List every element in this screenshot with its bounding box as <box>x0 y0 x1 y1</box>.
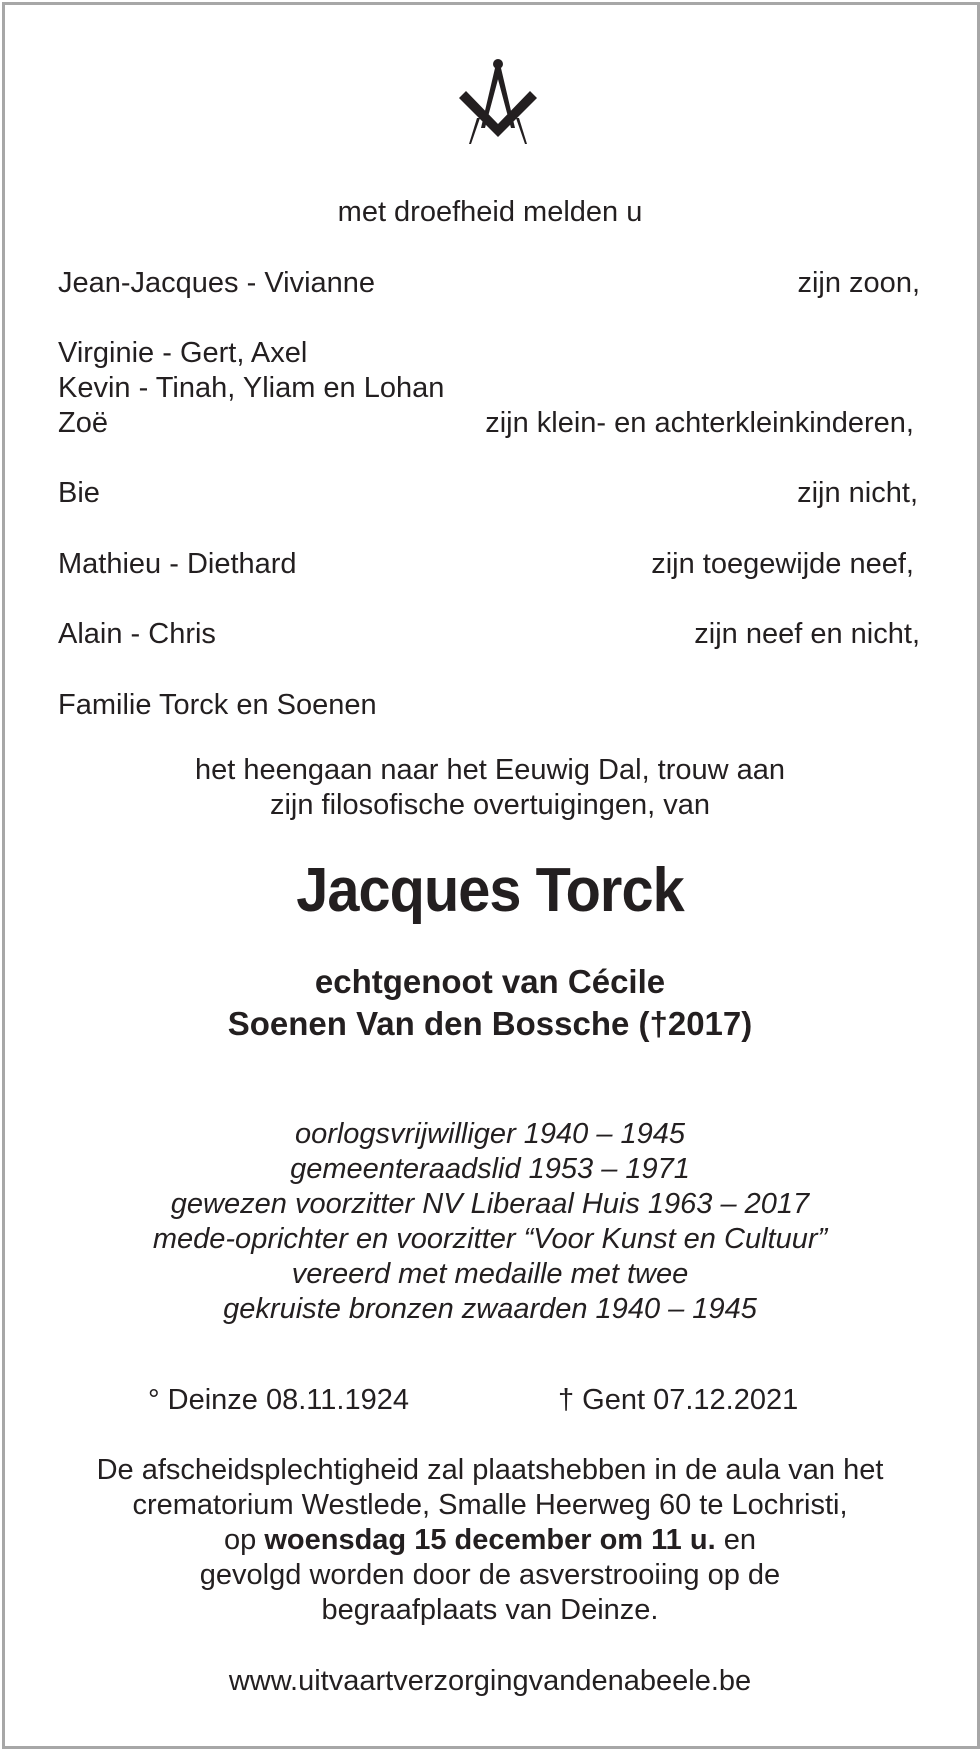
ceremony-text: en <box>715 1524 756 1556</box>
relative-relation: zijn nicht, <box>797 477 918 509</box>
ceremony-text: De afscheidsplechtigheid zal plaatshebben in de aula van het <box>96 1454 884 1486</box>
relative-names: Kevin - Tinah, Yliam en Lohan <box>58 372 445 404</box>
birth-date: ° Deinze 08.11.1924 <box>148 1384 409 1416</box>
honor-line: gekruiste bronzen zwaarden 1940 – 1945 <box>223 1293 757 1325</box>
passing-text: het heengaan naar het Eeuwig Dal, trouw aan <box>194 754 786 786</box>
deceased-name: Jacques Torck <box>296 856 684 925</box>
relative-names: Virginie - Gert, Axel <box>58 337 308 369</box>
honor-line: vereerd met medaille met twee <box>291 1258 689 1290</box>
relative-names: Familie Torck en Soenen <box>58 689 377 721</box>
death-date: † Gent 07.12.2021 <box>558 1384 799 1416</box>
honor-line: gewezen voorzitter NV Liberaal Huis 1963 – 2017 <box>170 1188 810 1220</box>
relative-relation: zijn zoon, <box>797 267 920 299</box>
relative-relation: zijn toegewijde neef, <box>651 548 914 580</box>
square-and-compasses-icon <box>459 58 537 144</box>
ceremony-text: gevolgd worden door de asverstrooiing op de <box>199 1559 781 1591</box>
honor-line: oorlogsvrijwilliger 1940 – 1945 <box>294 1118 686 1150</box>
ceremony-text: op <box>224 1524 265 1556</box>
ceremony-datetime: woensdag 15 december om 11 u. <box>264 1524 716 1556</box>
honor-line: gemeenteraadslid 1953 – 1971 <box>290 1153 690 1185</box>
intro-text: met droefheid melden u <box>337 196 643 228</box>
honor-line: mede-oprichter en voorzitter “Voor Kunst en Cultuur” <box>152 1223 828 1255</box>
spouse-text: echtgenoot van Cécile <box>314 963 666 1000</box>
ceremony-date-line <box>0 1523 980 1558</box>
relative-names: Jean-Jacques - Vivianne <box>58 267 376 299</box>
spouse-text: Soenen Van den Bossche (†2017) <box>227 1005 753 1042</box>
relative-relation: zijn klein- en achterkleinkinderen, <box>485 407 914 439</box>
relative-relation: zijn neef en nicht, <box>694 618 920 650</box>
passing-text: zijn filosofische overtuigingen, van <box>269 789 711 821</box>
relative-names: Alain - Chris <box>58 618 216 650</box>
website-link[interactable]: www.uitvaartverzorgingvandenabeele.be <box>228 1665 752 1697</box>
relative-names: Bie <box>58 477 100 509</box>
relative-names: Mathieu - Diethard <box>58 548 297 580</box>
ceremony-text: crematorium Westlede, Smalle Heerweg 60 te Lochristi, <box>132 1489 848 1521</box>
relative-names: Zoë <box>58 407 108 439</box>
ceremony-text: begraafplaats van Deinze. <box>321 1594 659 1626</box>
